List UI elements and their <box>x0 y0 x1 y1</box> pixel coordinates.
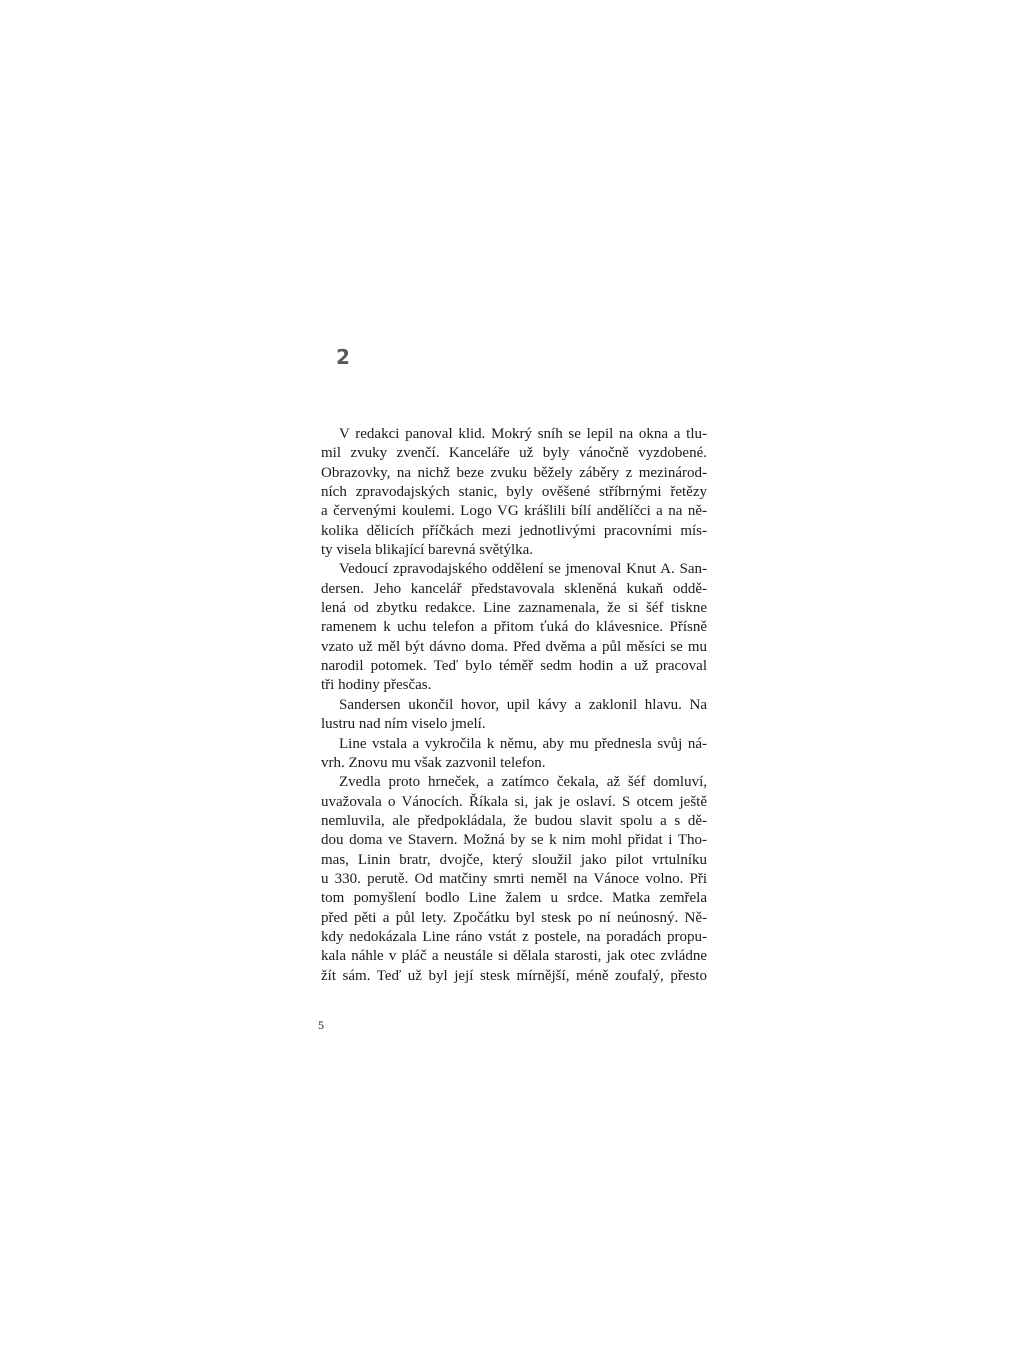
text-line: tři hodiny přesčas. <box>321 677 432 694</box>
text-line: vzato už měl být dávno doma. Před dvěma a půl měsíci se mu <box>321 638 707 655</box>
body-text <box>321 425 707 986</box>
text-line: ních zpravodajských stanic, byly ověšené stříbrnými řetězy <box>321 484 707 501</box>
text-line: a červenými koulemi. Logo VG krášlili bílí andělíčci a na ně- <box>321 503 707 520</box>
text-line: mil zvuky zvenčí. Kanceláře už byly vánočně vyzdobené. <box>321 445 707 462</box>
text-line: Sandersen ukončil hovor, upil kávy a zaklonil hlavu. Na <box>339 696 707 713</box>
text-line: dersen. Jeho kancelář představovala skleněná kukaň oddě- <box>321 580 707 597</box>
text-line: ramenem k uchu telefon a přitom ťuká do klávesnice. Přísně <box>321 619 707 636</box>
text-line: ty visela blikající barevná světýlka. <box>321 542 534 559</box>
text-line: dou doma ve Stavern. Možná by se k nim mohl přidat i Tho- <box>321 832 707 849</box>
text-line: nemluvila, ale předpokládala, že budou slavit spolu a s dě- <box>321 812 707 829</box>
text-line: V redakci panoval klid. Mokrý sníh se lepil na okna a tlu- <box>339 426 707 442</box>
text-line: u 330. perutě. Od matčiny smrti neměl na Vánoce volno. Při <box>321 870 707 887</box>
text-line: narodil potomek. Teď bylo téměř sedm hodin a už pracoval <box>321 658 707 675</box>
text-line: kolika dělicích příčkách mezi jednotlivými pracovními mís- <box>321 522 707 539</box>
text-line: mas, Linin bratr, dvojče, který sloužil jako pilot vrtulníku <box>321 851 707 868</box>
page-number: 5 <box>318 1018 324 1032</box>
chapter-number: 2 <box>336 345 350 369</box>
text-line: Zvedla proto hrneček, a zatímco čekala, až šéf domluví, <box>339 774 707 791</box>
text-line: tom pomyšlení bodlo Line žalem u srdce. Matka zemřela <box>321 890 707 907</box>
text-line: kdy nedokázala Line ráno vstát z postele, na poradách propu- <box>321 928 707 945</box>
text-line: lustru nad ním viselo jmelí. <box>321 716 486 733</box>
text-line: Line vstala a vykročila k němu, aby mu přednesla svůj ná- <box>339 735 707 752</box>
text-line: Vedoucí zpravodajského oddělení se jmenoval Knut A. San- <box>339 561 707 578</box>
text-line: vrh. Znovu mu však zazvonil telefon. <box>321 754 546 771</box>
text-line: Obrazovky, na nichž beze zvuku běžely záběry z mezinárod- <box>321 464 707 481</box>
text-line: kala náhle v pláč a neustále si dělala starosti, jak otec zvládne <box>321 948 707 965</box>
text-line: lená od zbytku redakce. Line zaznamenala, že si šéf tiskne <box>321 600 707 617</box>
text-line: uvažovala o Vánocích. Říkala si, jak je oslaví. S otcem ještě <box>321 793 707 810</box>
text-line: žít sám. Teď už byl její stesk mírnější, méně zoufalý, přesto <box>321 967 707 984</box>
text-line: před pěti a půl lety. Zpočátku byl stesk po ní neúnosný. Ně- <box>321 909 707 926</box>
